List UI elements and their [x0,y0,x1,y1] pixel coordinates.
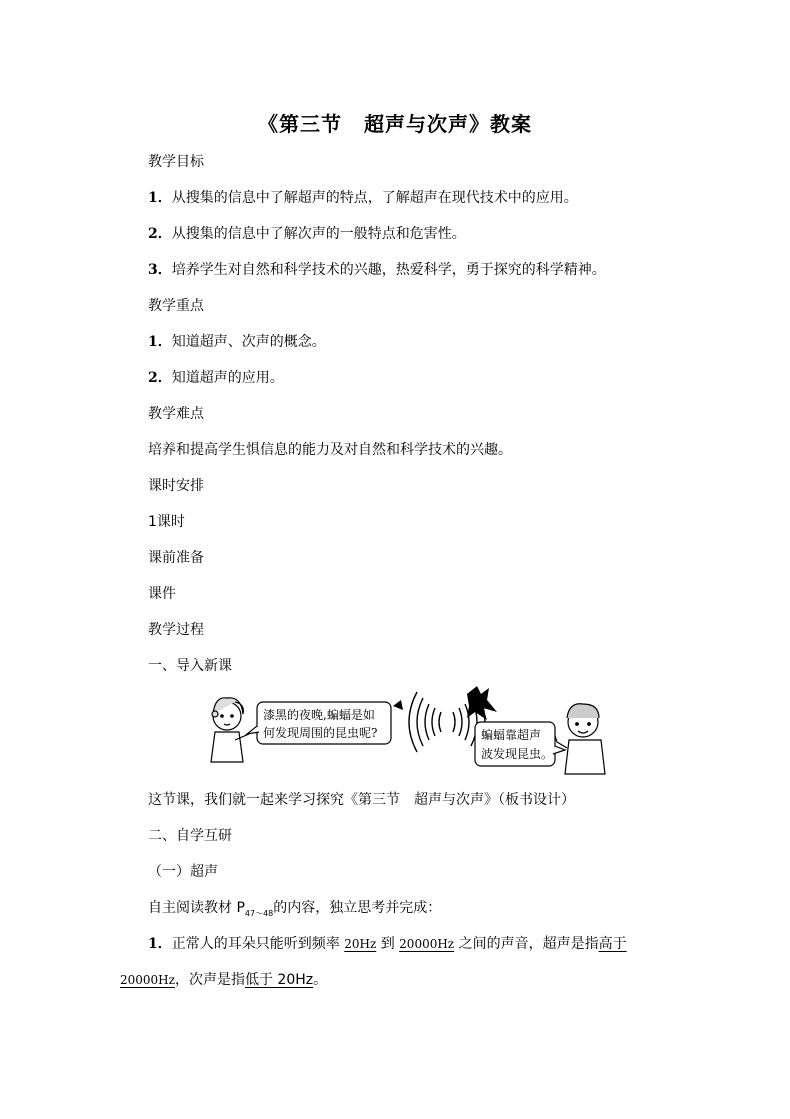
boy-bubble-line2: 波发现昆虫。 [481,747,554,761]
question-1-line1: 1．正常人的耳朵只能听到频率 20Hz 到 20000Hz 之间的声音，超声是指高于 [148,936,627,952]
intro-text: 这节课，我们就一起来学习探究《第三节 超声与次声》（板书设计） [148,792,575,808]
ultrasound-heading: （一）超声 [148,864,218,880]
girl-bubble-line1: 漆黑的夜晚,蝙蝠是如 [263,708,375,722]
bat-illustration [205,684,615,778]
boy-figure [555,704,605,774]
page-title [0,108,790,137]
goal-2: 2．从搜集的信息中了解次声的一般特点和危害性。 [148,226,466,242]
difficulty-heading: 教学难点 [148,406,204,422]
answer-blank: 20000Hz [120,973,175,987]
reading-instruction: 自主阅读教材 $P_{47\sim 48}$的内容，独立思考并完成： [148,900,442,918]
key-1: 1．知道超声、次声的概念。 [148,334,326,350]
answer-blank: 高于 [598,936,627,952]
title-part1: 《第三节 [258,112,342,136]
goals-heading: 教学目标 [148,154,204,170]
bat-icon [467,686,497,720]
self-study-heading: 二、自学互研 [148,828,232,844]
girl-bubble-line2: 何发现周围的昆虫呢? [263,726,378,740]
prep-heading: 课前准备 [148,550,204,566]
girl-speech-bubble [247,702,391,744]
boy-speech-bubble [475,722,565,766]
key-heading: 教学重点 [148,298,204,314]
process-heading: 教学过程 [148,622,204,638]
prep-text: 课件 [148,586,176,602]
boy-bubble-line1: 蝙蝠靠超声 [481,728,542,742]
schedule-text: 1课时 [148,514,185,530]
intro-heading: 一、导入新课 [148,658,232,674]
answer-blank: 低于 20Hz [244,972,314,988]
answer-blank: 20000Hz [399,937,455,951]
schedule-heading: 课时安排 [148,478,204,494]
goal-1: 1．从搜集的信息中了解超声的特点，了解超声在现代技术中的应用。 [148,190,578,206]
goal-3: 3．培养学生对自然和科学技术的兴趣，热爱科学，勇于探究的科学精神。 [148,262,606,278]
difficulty-text: 培养和提高学生惧信息的能力及对自然和科学技术的兴趣。 [148,442,512,458]
key-2: 2．知道超声的应用。 [148,370,284,386]
girl-figure [211,698,249,762]
question-1-line2: 20000Hz，次声是指低于 20Hz。 [120,972,328,988]
insect-icon [393,700,403,710]
title-part2: 超声与次声》教案 [364,112,532,136]
answer-blank: 20Hz [344,937,377,951]
